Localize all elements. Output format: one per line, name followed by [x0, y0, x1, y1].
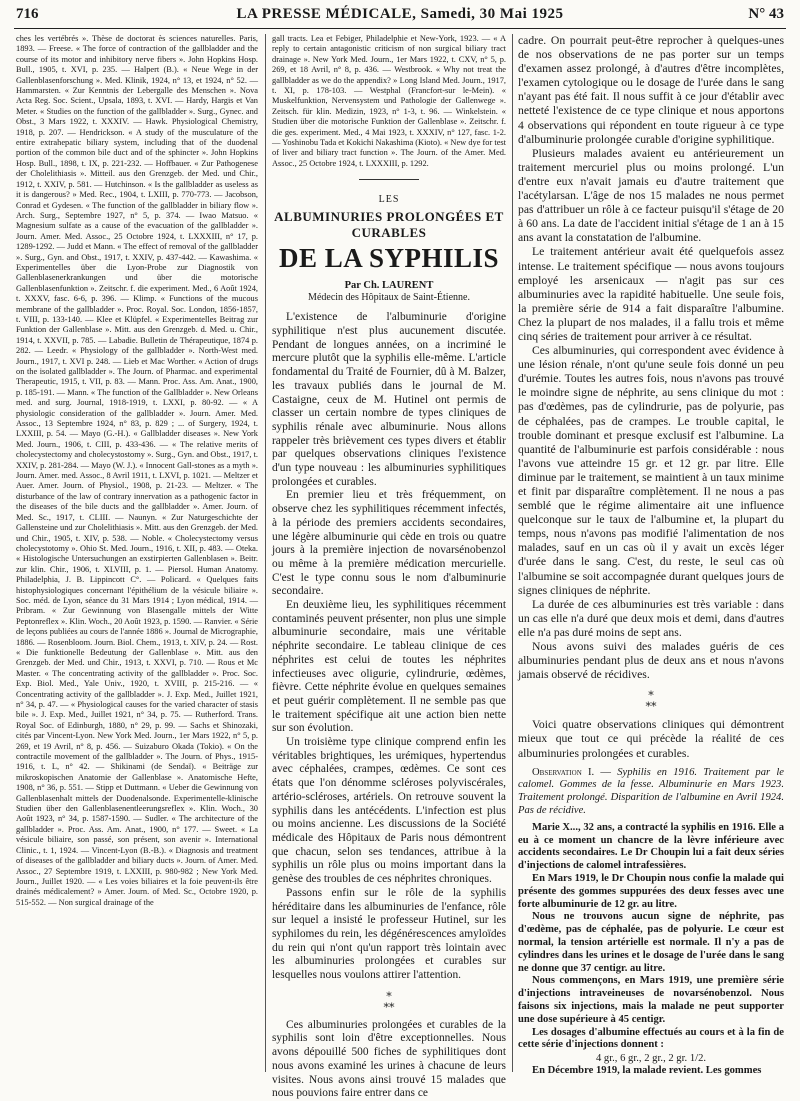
article-title: DE LA SYPHILIS	[278, 243, 500, 274]
section-asterism: * **	[383, 989, 395, 1014]
paragraph: En deuxième lieu, les syphilitiques récemment contaminés peuvent présenter, non plus une simple albuminurie secondaire, mais une véritable néphrite secondaire. Le tableau clinique de ces néphrites est celui de toutes les néphrites infectieuses avec oligurie, cylindrurie, œdèmes, fièvre. Cette néphrite évolue en quelques semaines et peut guérir complètement. Il ne semble pas que le traitement spécifique ait une action bien nette sur son évolution.	[272, 599, 506, 735]
paragraph: Passons enfin sur le rôle de la syphilis héréditaire dans les albuminuries de l'enfance, rôle sur lequel a insisté le professeur Hutinel, sur les syphilomes du rein, les dégénérescences amyloïdes du rein qui n'ont qu'un rapport très lointain avec les albuminuries prolongées et curables sur lesquelles nous voulons attirer l'attention.	[272, 886, 506, 982]
paragraph: Ces albuminuries prolongées et curables de la syphilis sont loin d'être exceptionnelles. Nous avons dépouillé 500 fiches de syphilitiques dont nous avons examiné les urines à chacune de leurs visites. Nous avons ainsi trouvé 15 malades que nous pouvions faire entrer dans ce	[272, 1018, 506, 1100]
column-separator	[265, 34, 266, 1072]
observation-paragraph: Nous ne trouvons aucun signe de néphrite, pas d'œdème, pas de céphalée, pas de polyurie. Le cœur est normal, la tension artérielle est normale. Il n'y a pas de cylindres dans les urines et le dosage de l'urée dans le sang ne donne que 37 centigr. au litre.	[518, 911, 784, 974]
column-right	[518, 34, 784, 1076]
section-divider	[359, 179, 419, 180]
paragraph: Ces albuminuries, qui correspondent avec évidence à une lésion rénale, n'ont qu'une seule fois donné un peu d'urémie. Toutes les autres fois, nous n'avons pas trouvé le moindre signe de néphrite, au sens clinique du mot : pas d'œdèmes, pas de cylindrurie, pas de polyurie, pas de céphalées, pas de crampes. Le trouble capital, le trouble dominant et presque exclusif est l'albumine. La quantité de l'albuminurie est parfois considérable : nous l'avons vue atteindre 15 gr. et 12 gr. par litre. Elle diminue par le traitement, se maintient à un taux minime et finit par disparaître complètement. Il ne nous a pas semblé que le régime alimentaire ait une influence quelconque sur le taux de l'albumine et, la plupart du temps, nous n'avons pas modifié l'alimentation de nos malades, sauf en un cas où il y avait un excès léger d'urée dans le sang. C'est, du reste, le seul cas où l'albumine se soit accompagnée durant quelques jours de signes cliniques de néphrite.	[518, 344, 784, 597]
paragraph: Voici quatre observations cliniques qui démontrent mieux que tout ce qui précède la réalité de ces albuminuries prolongées et curables.	[518, 718, 784, 760]
observation-paragraph: Les dosages d'albumine effectués au cours et à la fin de cette série d'injections donnent :	[518, 1026, 784, 1051]
paragraph: Le traitement antérieur avait été quelquefois assez intense. Le traitement spécifique — nous avons toujours employé les arsenicaux — n'agit pas sur ces albuminuries avec la rapidité habituelle. Une seule fois, la première série de 914 a fait disparaître l'albumine. Chez la plupart de nos malades, il a fallu trois et même cinq séries de traitement pour arriver à ce résultat.	[518, 245, 784, 343]
paragraph: L'existence de l'albuminurie d'origine syphilitique n'est plus aucunement discutée. Pendant de longues années, on a incriminé le mercure plutôt que la syphilis elle-même. L'article fondamental du Traité de Fournier, dû à M. Balzer, les travaux publiés dans le journal de M. Castaigne, ceux de M. Hutinel ont permis de classer un certain nombre de types cliniques de syphilis rénale avec albuminurie. Nous allons rappeler très brièvement ces types divers et établir par quelques observations cliniques l'existence d'un type nouveau : les albuminuries syphilitiques prolongées et curables.	[272, 311, 506, 488]
author-affiliation: Médecin des Hôpitaux de Saint-Étienne.	[308, 292, 470, 304]
section-asterism: * **	[645, 689, 657, 714]
albumin-doses: 4 gr., 6 gr., 2 gr., 2 gr. 1/2.	[595, 1053, 707, 1065]
column-middle	[272, 34, 506, 1100]
observation-paragraph: Nous commençons, en Mars 1919, une première série d'injections intraveineuses de novarsénobenzol. Nous faisons six injections, mais la malade ne peut supporter une dose supérieure à 45 centigr.	[518, 975, 784, 1025]
issue-number: N° 43	[748, 6, 784, 22]
page-number: 716	[16, 6, 39, 22]
observation-paragraph: Marie X..., 32 ans, a contracté la syphilis en 1916. Elle a eu à ce moment un chancre de la lèvre inférieure avec accidents secondaires. Le Dr Choupin lui a fait deux séries d'injections de calomel intrafessières.	[518, 821, 784, 872]
observation-heading: Observation I. — Syphilis en 1916. Traitement par le calomel. Gommes de la fesse. Albuminurie en Mars 1923. Traitement prolongé. Disparition de l'albumine en Avril 1924. Pas de récidive.	[518, 766, 784, 816]
observation-paragraph: En Décembre 1919, la malade revient. Les gommes	[532, 1065, 762, 1077]
paragraph: La durée de ces albuminuries est très variable : dans un cas elle n'a duré que deux mois et demi, dans d'autres elle n'a pas duré moins de sept ans.	[518, 597, 784, 639]
article-prefix: LES	[378, 194, 400, 206]
article-subtitle: ALBUMINURIES PROLONGÉES ET CURABLES	[274, 209, 504, 241]
observation-label: Observation I.	[532, 766, 595, 778]
paragraph: En premier lieu et très fréquemment, on observe chez les syphilitiques récemment infectés, à la période des premiers accidents secondaires, une légère albuminurie qui cède en trois ou quatre jours à la première injection de novarsénobenzol ou même à la première médication mercurielle. C'est le type connu sous le nom d'albuminurie secondaire.	[272, 489, 506, 598]
paragraph: cadre. On pourrait peut-être reprocher à quelques-unes de nos observations de ne pas porter sur un temps d'examen assez prolongé, à d'autres d'être incomplètes, l'examen cytologique ou le dosage de l'urée dans le sang n'ayant pas été fait. Il nous suffit à ce jour d'établir avec netteté l'existence de ce type clinique et nous apportons 4 observations qui répondent en toute rigueur à ce type d'albuminurie prolongée curable d'origine syphilitique.	[518, 34, 784, 146]
journal-title: LA PRESSE MÉDICALE, Samedi, 30 Mai 1925	[236, 6, 564, 22]
bibliography-continued: gall tracts. Lea et Febiger, Philadelphie et New-York, 1923. — « A reply to certain antagonistic criticism of non surgical biliary tract drainage ». New York Med. Journ., 1er Mars 1922, t. CXV, n° 5, p. 269, et 18 Avril, n° 8, p. 436. — Westbrook. « Why not treat the gallbladder as we do the appendix? » Long Island Med. Journ., 1917, t. XI, p. 178-103. — Westphal (Francfort-sur le-Mein). « Muskelfunktion, Nervensystem und Pathologie der Gallenwege ». Zeitsch. für klin. Medizin, 1923, n° 1-3, t. 96. — Winkelstein. « Studien über die motorische Funktion der Gallenblase ». Zeitschr. f. die ges. experiment. Med., 4 Mai 1923, t. XXXIV, n° 127, fasc. 1-2. — Yoshinobu Tada et Kokichi Nakashima (Kioto). « New dye for test of liver and biliary tract function ». The Journ. of the Amer. Med. Assoc., 25 Octobre 1924, t. LXXXIII, p. 1292.	[272, 34, 506, 168]
paragraph: Un troisième type clinique comprend enfin les véritables brightiques, les urémiques, hypertendus avec céphalées, crampes, œdèmes. Ce sont ces états que l'on dénomme scléroses polyviscérales, artério-scléroses, artériels. On retrouve souvent la syphilis dans les antécédents. L'infection est plus ou moins ancienne. Les discussions de la Société médicale des Hôpitaux de Paris nous démontrent que chacun, selon ses tendances, attribue à la syphilis un rôle plus ou moins important dans la genèse des troubles de ces néphrites chroniques.	[272, 736, 506, 886]
page-header	[16, 6, 784, 26]
article-header	[272, 194, 506, 303]
paragraph: Nous avons suivi des malades guéris de ces albuminuries pendant plus de deux ans et nous n'avons jamais observé de récidives.	[518, 640, 784, 682]
article-author: Par Ch. LAURENT	[344, 280, 434, 292]
observation-paragraph: En Mars 1919, le Dr Choupin nous confie la malade qui présente des gommes suppurées des deux fesses avec une forte albuminurie de 12 gr. au litre.	[518, 872, 784, 910]
column-separator	[512, 34, 513, 1072]
bibliography-text: ches les vertébrés ». Thèse de doctorat ès sciences naturelles. Paris, 1893. — Freese. « The force of contraction of the gallbladder and the course of its motor and inhibitory nerve fibers ». John Hopkins Hosp. Bull., 1905, t. XVI, p. 235. — Halpert (B.). « Neue Wege in der Gallenblasenforschung ». Med. Klinik, 1924, n° 13, et 1924, n° 52. — Hammarsten. « Zur Kenntnis der Lebergalle des Menschen ». Nova Acta Reg. Soc. Scient., Upsala, 1893, t. XVI. — Hardy, Hargis et Van Meter. « Studies on the function of the gallbladder ». Surg., Gynec. and Obst., 3 Mars 1922, t. XXXIV. — Hawk. Physiological Chemistry, 1918, p. 207. — Hendrickson. « A study of the musculature of the entire extrahepatic biliary system, including that of the duodenal portion of the common bile duct and of the sphincter ». John Hopkins Hosp. Bull., 1898, t. IX, p. 221-232. — Hoffbauer. « Zur Pathogenese der Cholelithiasis ». Mitteil. aus den Grenzgeb. der Med. und Chir., 1912, t. XXIV, p. 581. — Hutchinson. « Is the gallbladder as useless as it is dangerous? » Med. Rec., 1904, t. LXIII, p. 770-773. — Jacobson, Conrad et Gydesen. « The function of the gallbladder in biliary flow ». Arch. Surg., Septembre 1927, n° 5, p. 374. — Iwao Matsuo. « Magnesium sulfate as a cause of the evacuation of the gallbladder ». Journ. Amer. Med. Assoc., 25 Octobre 1924, t. LXXXIII, n° 17, p. 1289-1292. — Judd et Mann. « The effect of removal of the gallbladder ». Surg., Gyn. and Obst., 1917, t. XXIV, p. 437-442. — Kawashima. « Experimentelles über die Lyon-Probe zur Diagnostik von Gallenblasenerkrankungen und über die motorische Gallenblasenfunktion ». Zeitschr. f. die experiment. Med., 6 Août 1924, t. XXXV, fasc. 6-6, p. 396. — Klimp. « Functions of the mucous membrane of the gallbladder ». Proc. Royal. Soc. London, 1856-1857, t. VIII, p. 133-140. — Klee et Klüpfel. « Experimentelles Beitrag zur Funktion der Gallenblase ». Mitt. aus den Grenzgeb. d. Med. u. Chir., 1914, t. XXVII, p. 785. — Labadie. Bulletin de Thérapeutique, 1874 p. 282. — Leedr. « Physiology of the gallbladder ». North-West med. Journ., 1917, t. XVI p. 248. — Lieb et Mac Worther. « Action of drugs on the isolated gallbladder ». The Journ. of Pharmac. and experimental Therapeutic, 1915, t. VII, p. 83. — Mann. Proc. Ass. Am. Anat., 1900, p. 185-191. — Mann. « The function of the Gallbladder ». New Orleans med. and surg. Journal, 1918-1919, t. LXXI, p. 80-92. — « A physiologic consideration of the gallbladder ». Journ. Amer. Med. Assoc., 13 Septembre 1924, n° 83, p. 829 ; ... of Surgery, 1924, t. LXXIII, p. 54. — Mayo (G.-H.). « Gallbladder diseases ». New York Med. Journ., 1906, t. CIII, p. 433-436. — « The relative merits of cholecystectomy and cholecystostomy ». Surg., Gyn. and Obst., 1917, t. XXIV, p. 281-284. — Mayo (W. J.). « Innocent Gall-stones as a myth ». Journ. Amer. med. Assoc., 8 Avril 1911, t. LXVI, p. 1021. — Meltzer et Auer. Amer. Journ. of Physiol., 1908, p. 21-23. — Meltzer. « The disturbance of the law of contrary innervation as a pathogenic factor in the diseases of the bile ducts and the gallbladder ». Amer. Journ. of Med. Sc., 1917, t. CLIII. — Naunyn. « Zur Naturgeschichte der Gallensteine und zur Cholelithiasis ». Mitt. aus den Grenzgeb. der Med. und Chir., 1905, t. XIV, p. 538. — Noble. « Cholecystectomy versus cholecystotomy ». Ohio St. Med. Journ., 1916, t. XII, p. 483. — Oteka. « Histologische Untersuchungen an exstirpierten Gallenblasen ». Beitr. zur klin. Chir., 1906, t. XLVIII, p. 1. — Piersol. Human Anatomy. Philadelphia, J. B. Lippincott C°. — Policard. « Quelques faits histophysiologiques concernant l'épithélium de la vésicule biliaire ». Soc. méd. de Lyon, séance du 31 Mars 1914 ; Lyon médical, 1914. — Pribram. « Zur Gewinnung von Blasengalle mittels der Witte Peptonreflex ». Klin. Woch., 20 Août 1923, p. 1590. — Ranvier. « Série de leçons publiées au cours de l'année 1886 ». Journal de Micrographie, 1886. — Rosenbloom. Journ. Biol. Chem., 1913, t. XIV, p. 24. — Rost. « Die funktionelle Bedeutung der Gallenblase ». Mitt. aus den Grenzgeb. der Med. und Chir., 1913, t. XXVI, p. 710. — Rous et Mc Master. « The concentrating activity of the gallbladder ». Proc. Soc. Exp. Biol. Med., Yale Univ., 1920, t. XVIII, p. 215-216. — « Concentrating activity of the gallbladder ». J. Exp. Med., Juillet 1921, n° 34, p. 47. — « Physiological causes for the varied character of stasis bile ». J. Exp. Med., Juillet 1921, n° 34, p. 75. — Rutherford. Trans. Royal Soc. of Edinburgh, 1880, n° 29, p. 99. — Sachs et Shinozaki, cités par Vincent-Lyon. New York Med. Journ., 1er Mars 1922, n° 5, p. 269, et 19 Avril, n° 8, p. 456. — Suizaburo Okada (Tokio). « On the contractile movement of the gallbladder ». The Journ. of Phys., 1915-1916, t. L, n° 42. — Shikinami (de Sendaï). « Beiträge zur mikroskopischen Anatomie der Gallenblase ». Anatomische Hefte, 1908, n° 36, p. 551. — Stipp et Duttmann. « Ueber die Gewinnung von Gallenblasenhalt mittels der Duodenalsonde. Experimentelle-klinische Studien über den Gallenblasenentleerungsreflex ». Klin. Woch., 30 Août 1923, n° 34, p. 1587-1590. — Sudler. « The architecture of the gallbladder ». Proc. Ass. Am. Anat., 1900, n° 177. — Sweet. « La vésicule biliaire, son passé, son présent, son avenir ». International Clinic., t. 1, 1924. — Vincent-Lyon (B.-B.). « Diagnosis and treatment of diseases of the gallbladder and biliary ducts ». Journ. of Amer. Med. Assoc., 27 Septembre 1919, t. LXXIII, p. 980-982 ; New York Med. Journ., Juillet 1920. — « Les voies biliaires et la foie peuvent-ils être drainés médicalement? » Amer. Journ. of Med. Sc., Octobre 1920, p. 515-552. — Non surgical drainage of the	[16, 34, 258, 907]
column-left	[16, 34, 258, 1076]
header-rule	[14, 28, 786, 29]
paragraph: Plusieurs malades avaient eu antérieurement un traitement mercuriel plus ou moins prolongé. L'un d'entre eux n'avait jamais eu d'autre traitement que l'acétylarsan. L'âge de nos 15 malades ne nous permet pas d'attribuer un rôle à ce facteur puisqu'il s'étage de 20 à 60 ans. La date de l'accident initial s'étage de 1 an à 15 ans avant la constatation de l'albumine.	[518, 146, 784, 245]
observation-title: Syphilis en 1916. Traitement par le calomel. Gommes de la fesse. Albuminurie en Mars 1923. Traitement prolongé. Disparition de l'albumine en Avril 1924. Pas de récidive.	[518, 766, 784, 816]
